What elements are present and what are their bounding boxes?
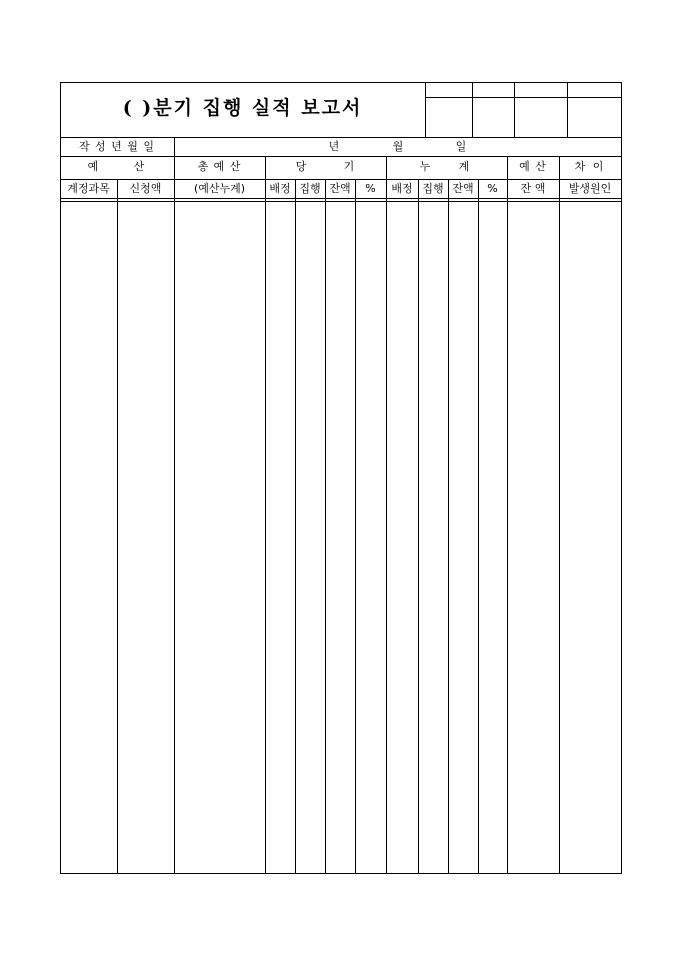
date-divider	[174, 137, 175, 156]
total-budget-header: 총 예 산	[197, 160, 242, 173]
col-divider	[418, 179, 419, 873]
row-divider	[60, 137, 622, 138]
cumulative-allocation-header: 배정	[391, 182, 413, 195]
approval-divider	[567, 82, 568, 137]
cumulative-percent-header: %	[487, 182, 498, 195]
approval-header-line	[425, 97, 622, 98]
col-divider	[325, 179, 326, 873]
col-divider	[265, 156, 266, 873]
cumulative-execution-header: 집행	[422, 182, 444, 195]
col-divider	[386, 156, 387, 873]
cumulative-header-b: 계	[458, 160, 470, 173]
col-divider	[507, 156, 508, 873]
difference-header: 차 이	[574, 160, 606, 173]
date-label: 작 성 년 월 일	[78, 140, 156, 153]
budget-header-b: 산	[133, 160, 145, 173]
current-allocation-header: 배정	[269, 182, 291, 195]
request-amount-header: 신청액	[129, 182, 162, 195]
cumulative-header-a: 누	[419, 160, 431, 173]
border-bottom	[60, 873, 622, 874]
account-header: 계정과목	[67, 182, 110, 195]
report-title: ( )분기 집행 실적 보고서	[122, 97, 363, 119]
border-top	[60, 82, 622, 83]
col-divider	[559, 156, 560, 873]
cause-header: 발생원인	[568, 182, 612, 195]
day-label: 일	[455, 140, 467, 153]
budget-cumulative-header: (예산누계)	[193, 182, 246, 195]
col-divider	[117, 179, 118, 873]
year-label: 년	[328, 140, 340, 153]
col-divider	[355, 179, 356, 873]
approval-divider	[425, 82, 426, 137]
approval-divider	[514, 82, 515, 137]
month-label: 월	[392, 140, 404, 153]
budget-header-a: 예	[87, 160, 99, 173]
current-period-header-a: 당	[295, 160, 307, 173]
col-divider	[478, 179, 479, 873]
col-divider	[174, 156, 175, 873]
col-divider	[295, 179, 296, 873]
approval-divider	[472, 82, 473, 137]
current-execution-header: 집행	[299, 182, 321, 195]
row-divider	[60, 156, 622, 157]
current-balance-header: 잔액	[329, 182, 351, 195]
row-divider	[60, 179, 622, 180]
current-percent-header: %	[365, 182, 376, 195]
current-period-header-b: 기	[343, 160, 355, 173]
balance-header: 잔 액	[520, 182, 546, 195]
header-bottom-line	[60, 198, 622, 199]
header-bottom-double-line	[60, 201, 622, 202]
cumulative-balance-header: 잔액	[452, 182, 474, 195]
budget-balance-header: 예 산	[519, 160, 547, 173]
col-divider	[448, 179, 449, 873]
